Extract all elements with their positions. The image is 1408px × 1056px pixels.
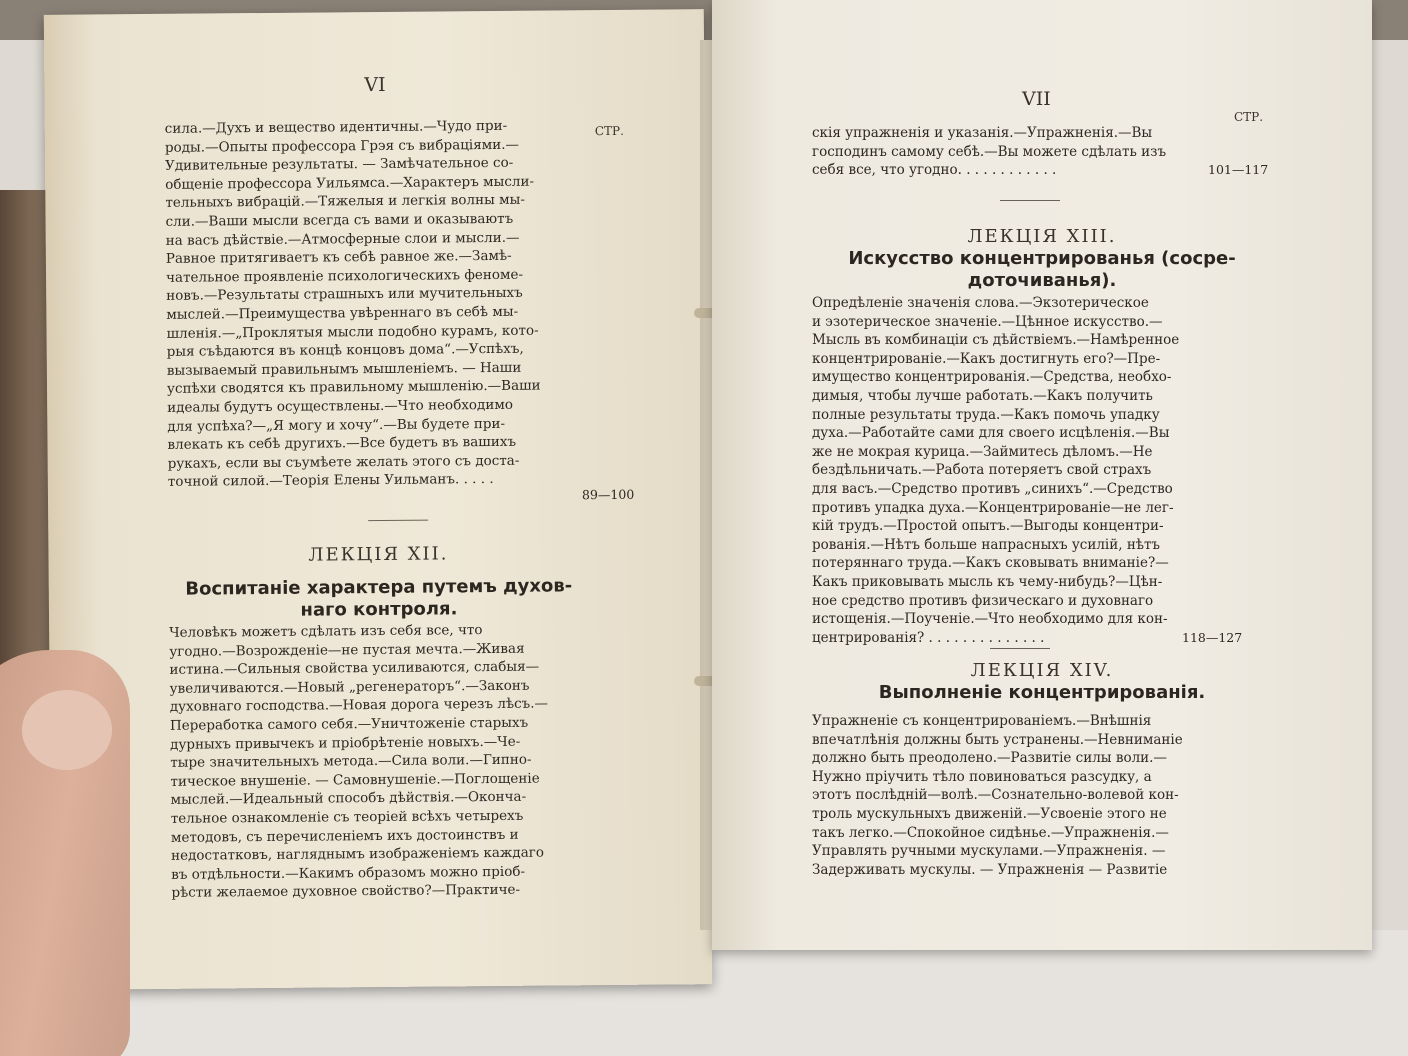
section-divider bbox=[368, 520, 428, 522]
text-line: рѣсти желаемое духовное свойство?—Практиче- bbox=[171, 882, 521, 902]
text-line: впечатлѣнія должны быть устранены.—Невниманіе bbox=[812, 731, 1183, 748]
text-line: Нужно пріучить тѣло повиноваться разсудку, а bbox=[812, 768, 1152, 785]
text-line: противъ упадка духа.—Концентрированіе—не лег- bbox=[812, 499, 1174, 516]
text-line: въ отдѣльности.—Какимъ образомъ можно пріоб- bbox=[171, 863, 526, 883]
text-line: мыслей.—Идеальный способъ дѣйствія.—Оконча- bbox=[170, 789, 527, 809]
text-line: Опредѣленіе значенія слова.—Экзотерическое bbox=[812, 295, 1149, 311]
section-divider bbox=[1000, 200, 1060, 201]
text-line: имущество концентрированія.—Средства, необхо- bbox=[812, 369, 1172, 386]
text-line: тельное ознакомленіе съ теоріей всѣхъ четырехъ bbox=[170, 807, 524, 827]
text-line: Равное притягиваетъ къ себѣ равное же.—Замѣ- bbox=[165, 247, 512, 267]
text-line: вызываемый правильнымъ мышленіемъ. — Наши bbox=[166, 359, 522, 379]
text-line: Какъ приковывать мысль къ чему-нибудь?—Цѣн- bbox=[812, 573, 1163, 590]
text-line: троль мускульныхъ движеній.—Усвоеніе этого не bbox=[812, 805, 1167, 822]
text-line: рованія.—Нѣтъ больше напрасныхъ усилій, нѣтъ bbox=[812, 536, 1161, 553]
text-line: потеряннаго труда.—Какъ сковывать вниманіе?— bbox=[812, 555, 1169, 572]
text-line: концентрированіе.—Какъ достигнуть его?—Пре- bbox=[812, 350, 1161, 367]
text-line: духовнаго господства.—Новая дорога черезъ лѣсъ.— bbox=[169, 695, 549, 716]
text-line: успѣхи сводятся къ правильному мышленію.—Ваши bbox=[166, 377, 541, 398]
page-range: 118—127 bbox=[1182, 630, 1243, 645]
text-line: ное средство противъ физическаго и духовнаго bbox=[812, 592, 1154, 609]
lecture-contents-text bbox=[812, 294, 1204, 647]
text-line: духа.—Работайте сами для своего исцѣленія.—Вы bbox=[812, 425, 1170, 442]
text-line: методовъ, съ перечисленіемъ ихъ достоинствъ и bbox=[170, 826, 519, 846]
text-line: новъ.—Результаты страшныхъ или мучительныхъ bbox=[166, 285, 523, 305]
text-line: для успѣха?—„Я могу и хочу“.—Вы будете при- bbox=[167, 415, 506, 435]
text-line: Упражненіе съ концентрированіемъ.—Внѣшнія bbox=[812, 713, 1152, 729]
section-divider bbox=[990, 648, 1050, 649]
text-line: этотъ послѣдній—волѣ.—Сознательно-волевой кон- bbox=[812, 787, 1179, 804]
text-line: тыре значительныхъ метода.—Сила воли.—Гипно- bbox=[170, 751, 532, 771]
lecture-contents-text bbox=[169, 620, 583, 902]
text-line: Переработка самого себя.—Уничтоженіе старыхъ bbox=[169, 714, 529, 734]
text-line: влекать къ себѣ другихъ.—Все будетъ въ вашихъ bbox=[167, 433, 517, 453]
page-number: VI bbox=[364, 73, 386, 97]
text-line: и эзотерическое значеніе.—Цѣнное искусство.— bbox=[812, 313, 1163, 330]
text-line: точной силой.—Теорія Елены Уильманъ. . . . . bbox=[167, 471, 494, 491]
text-line: тельныхъ вибрацій.—Тяжелыя и легкія волны мы- bbox=[165, 192, 525, 212]
text-line: увеличиваются.—Новый „регенераторъ“.—Законъ bbox=[169, 677, 530, 697]
text-line: скія упражненія и указанія.—Упражненія.—Вы bbox=[812, 125, 1153, 141]
text-line: Управлять ручными мускулами.—Упражненія. — bbox=[812, 843, 1166, 860]
text-line: сли.—Ваши мысли всегда съ вами и оказываютъ bbox=[165, 210, 514, 230]
text-line: чательное проявленіе психологическихъ феноме- bbox=[165, 266, 524, 286]
text-line: рукахъ, если вы съумѣете желать этого съ доста- bbox=[167, 452, 520, 472]
text-line: кій трудъ.—Простой опытъ.—Выгоды концентри- bbox=[812, 518, 1164, 535]
text-line: такъ легко.—Спокойное сидѣнье.—Упражненія.— bbox=[812, 824, 1169, 841]
text-line: шленія.—„Проклятыя мысли подобно курамъ, кото- bbox=[166, 322, 539, 342]
page-range: 101—117 bbox=[1208, 162, 1269, 177]
text-line: тическое внушеніе. — Самовнушеніе.—Поглощеніе bbox=[170, 770, 540, 790]
lecture-title: ЛЕКЦІЯ XIII. bbox=[967, 226, 1117, 247]
text-line: недостатковъ, нагляднымъ изображеніемъ каждаго bbox=[171, 844, 544, 864]
text-line: Удивительные результаты. — Замѣчательное со- bbox=[165, 154, 514, 175]
text-line: Задерживать мускулы. — Упражненія — Развитіе bbox=[812, 861, 1168, 878]
text-line: димыя, чтобы лучше работать.—Какъ получить bbox=[812, 387, 1153, 404]
text-line: истина.—Сильныя свойства усиливаются, слабыя— bbox=[169, 658, 540, 679]
lecture-subtitle: Воспитаніе характера путемъ духов- наго контроля. bbox=[185, 575, 573, 621]
text-line: господинъ самому себѣ.—Вы можете сдѣлать изъ bbox=[812, 143, 1167, 160]
lecture-subtitle: Искусство концентрированья (сосре- доточиванья). bbox=[848, 248, 1236, 291]
text-line: общеніе профессора Уильямса.—Характеръ мысли- bbox=[165, 173, 535, 193]
text-line: дурныхъ привычекъ и пріобрѣтеніе новыхъ.—Че- bbox=[170, 733, 521, 753]
page-number: VII bbox=[1022, 88, 1051, 110]
page-range: 89—100 bbox=[581, 486, 635, 503]
text-line: на васъ дѣйствіе.—Атмосферные слои и мысли.— bbox=[165, 229, 520, 249]
text-line: для васъ.—Средство противъ „синихъ“.—Средство bbox=[812, 480, 1173, 497]
text-line: же не мокрая курица.—Займитесь дѣломъ.—Не bbox=[812, 443, 1153, 460]
text-line: центрированія? . . . . . . . . . . . . . . bbox=[812, 629, 1045, 646]
lecture-subtitle: Выполненіе концентрированія. bbox=[878, 682, 1206, 703]
text-line: идеалы будутъ осуществлены.—Что необходимо bbox=[167, 396, 514, 416]
text-line: Человѣкъ можетъ сдѣлать изъ себя все, что bbox=[169, 622, 483, 641]
text-line: сила.—Духъ и вещество идентичны.—Чудо при- bbox=[164, 117, 508, 137]
left-page bbox=[44, 9, 712, 990]
text-line: истощенія.—Поученіе.—Что необходимо для кон- bbox=[812, 611, 1168, 628]
lecture-title: ЛЕКЦІЯ XII. bbox=[308, 543, 449, 566]
text-line: угодно.—Возрожденіе—не пустая мечта.—Живая bbox=[169, 640, 525, 660]
text-line: себя все, что угодно. . . . . . . . . . . . bbox=[812, 162, 1057, 179]
str-label: СТР. bbox=[1234, 110, 1264, 124]
text-line: мыслей.—Преимущества увѣреннаго въ себѣ мы- bbox=[166, 303, 519, 323]
lecture-contents-text bbox=[812, 712, 1204, 879]
text-line: полные результаты труда.—Какъ помочь упадку bbox=[812, 406, 1160, 423]
text-line: Мысль въ комбинаціи съ дѣйствіемъ.—Намѣренное bbox=[812, 332, 1180, 349]
text-line: должно быть преодолено.—Развитіе силы воли.— bbox=[812, 750, 1167, 767]
right-page bbox=[712, 0, 1372, 950]
contents-text bbox=[165, 116, 580, 491]
text-line: рыя съѣдаются въ концѣ концовъ дома“.—Успѣхъ, bbox=[166, 340, 524, 360]
thumb bbox=[22, 690, 112, 770]
text-line: бездѣльничать.—Работа потеряетъ свой страхъ bbox=[812, 462, 1152, 479]
text-line: роды.—Опыты профессора Грэя съ вибраціями.— bbox=[164, 136, 520, 156]
str-label: СТР. bbox=[594, 123, 624, 139]
contents-text bbox=[812, 124, 1204, 180]
lecture-title: ЛЕКЦІЯ XIV. bbox=[970, 660, 1114, 681]
